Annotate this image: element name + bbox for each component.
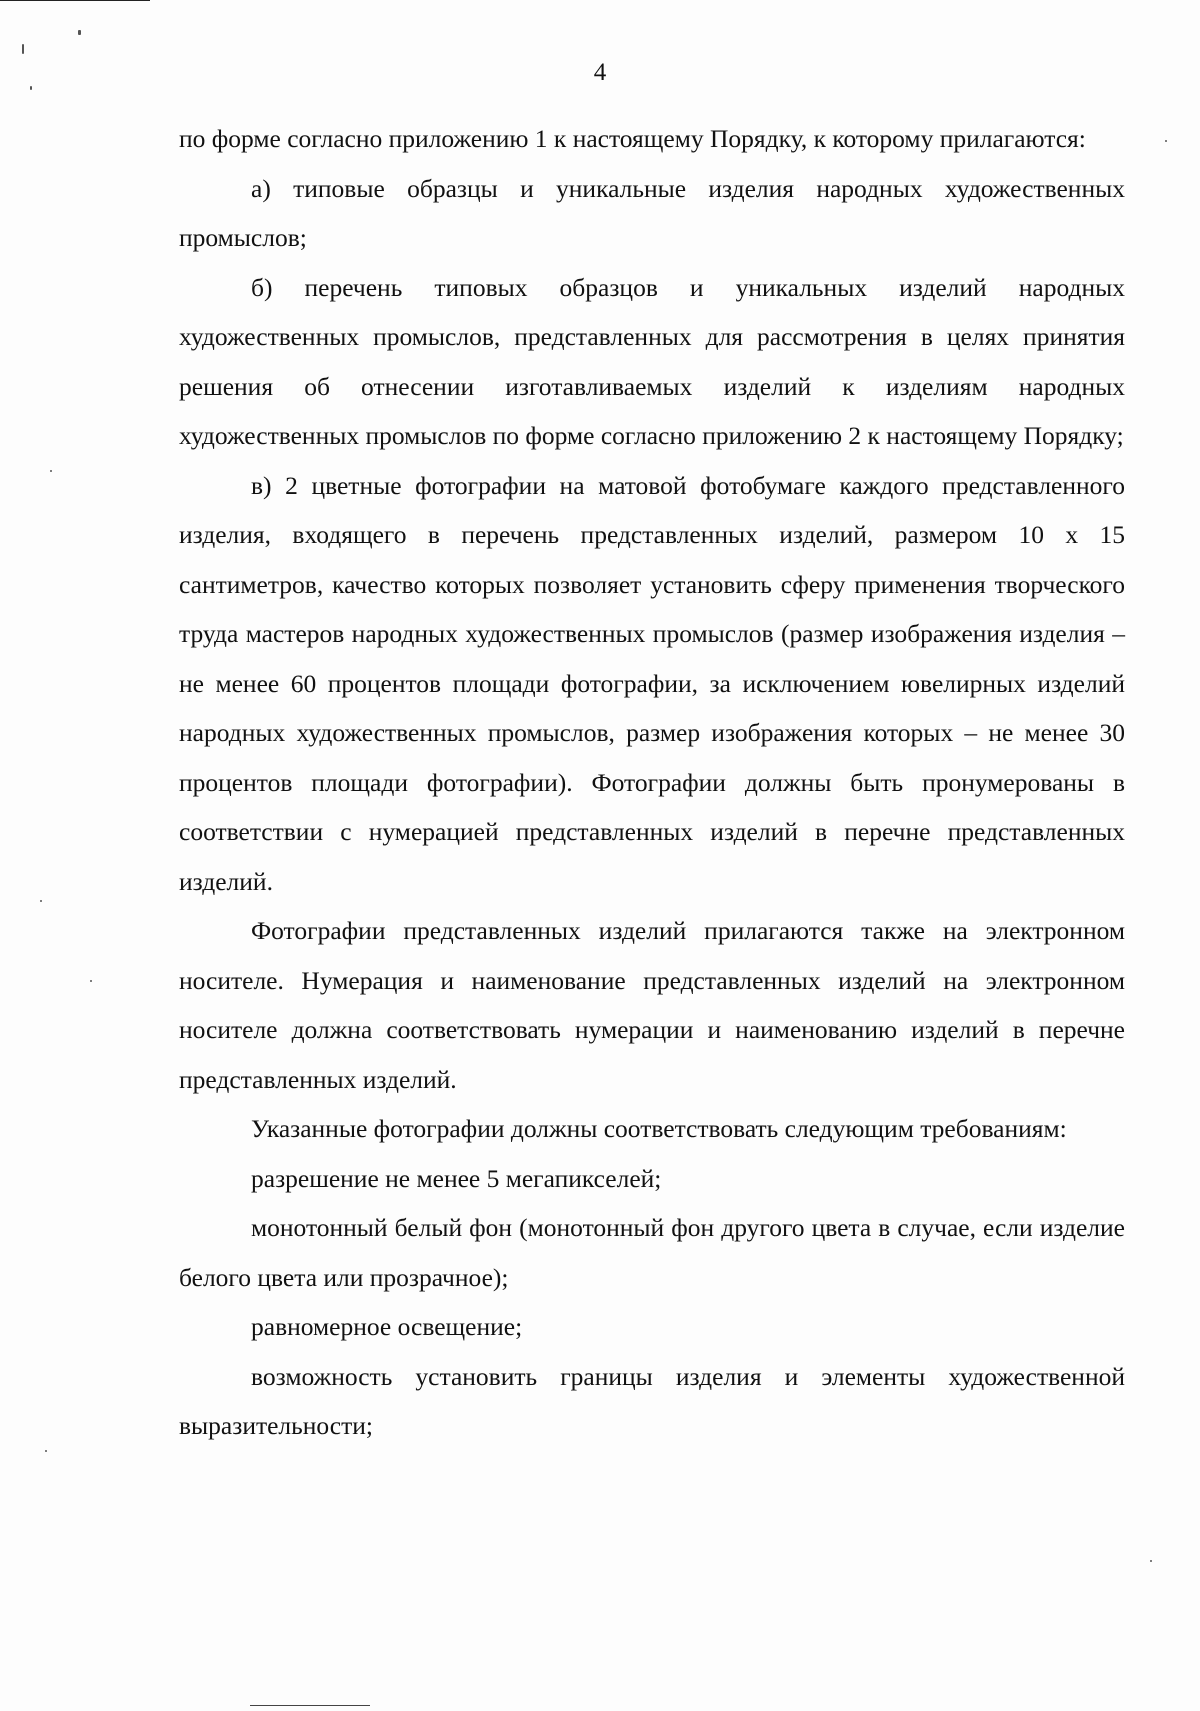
requirement-boundaries: возможность установить границы изделия и элементы художественной выразительности; (179, 1361, 1125, 1440)
requirement-background: монотонный белый фон (монотонный фон другого цвета в случае, если изделие белого цвета или прозрачное); (179, 1213, 1125, 1292)
page-number: 4 (593, 59, 607, 86)
scan-speck (30, 86, 32, 90)
paragraph-item-v: в) 2 цветные фотографии на матовой фотобумаге каждого представленного изделия, входящего в перечень представленных изделий, размером 10 х 15 сантиметров, качество которых позволяет установить сферу применения творческого труда мастеров народных художественных промыслов (размер изображения изделия – не менее 60 процентов площади фотографии, за исключением ювелирных изделий народных художественных промыслов, размер изображения которых – не менее 30 процентов площади фотографии). Фотографии должны быть пронумерованы в соответствии с нумерацией представленных изделий в перечне представленных изделий. (179, 470, 1125, 896)
paragraph-intro: по форме согласно приложению 1 к настоящему Порядку, к которому прилагаются: (179, 124, 1086, 153)
top-left-border-line (0, 0, 150, 1)
scan-speck (1150, 1560, 1152, 1562)
paragraph-item-b: б) перечень типовых образцов и уникальных изделий народных художественных промыслов, представленных для рассмотрения в целях принятия решения об отнесении изготавливаемых изделий к изделиям народных художественных промыслов по форме согласно приложению 2 к настоящему Порядку; (179, 272, 1125, 450)
document-body (179, 114, 1125, 1451)
scan-speck (90, 980, 92, 982)
paragraph-item-a: а) типовые образцы и уникальные изделия народных художественных промыслов; (179, 173, 1125, 252)
bottom-edge-line (250, 1705, 370, 1706)
scan-speck (22, 44, 24, 54)
paragraph-requirements-intro: Указанные фотографии должны соответствовать следующим требованиям: (251, 1114, 1067, 1143)
scan-speck (78, 30, 81, 35)
scan-speck (45, 1450, 47, 1452)
paragraph-electronic-media: Фотографии представленных изделий прилагаются также на электронном носителе. Нумерация и наименование представленных изделий на электронном носителе должна соответствовать нумерации и наименованию изделий в перечне представленных изделий. (179, 916, 1125, 1094)
requirement-resolution: разрешение не менее 5 мегапикселей; (251, 1163, 662, 1193)
scan-speck (50, 470, 52, 472)
scan-speck (40, 900, 42, 902)
requirement-lighting: равномерное освещение; (251, 1312, 523, 1341)
scan-speck (1165, 140, 1167, 142)
